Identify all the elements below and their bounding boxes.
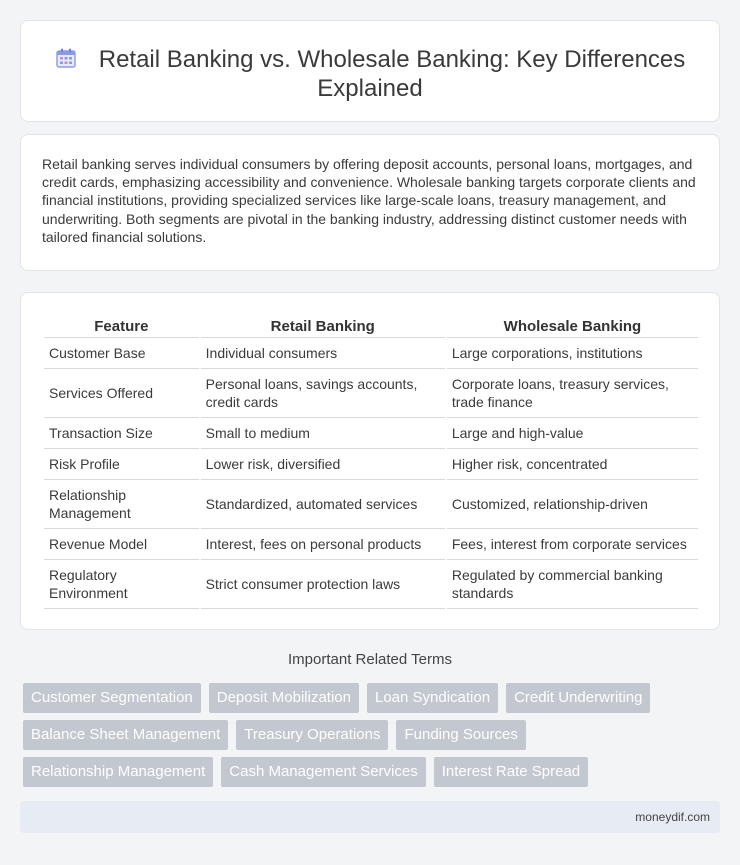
table-row <box>44 480 698 529</box>
title-line-2: Explained <box>317 75 423 102</box>
header-wholesale: Wholesale Banking <box>447 316 698 338</box>
table-row <box>44 369 698 418</box>
footer-site-link[interactable]: moneydif.com <box>635 810 710 824</box>
term-tag[interactable]: Credit Underwriting <box>506 683 650 713</box>
term-tag[interactable]: Relationship Management <box>23 757 213 787</box>
retail-cell: Standardized, automated services <box>201 480 445 529</box>
feature-cell: Services Offered <box>44 369 199 418</box>
title-line-1: Retail Banking vs. Wholesale Banking: Key Differences <box>98 46 686 73</box>
comparison-table <box>42 316 700 609</box>
wholesale-cell: Large corporations, institutions <box>447 338 698 369</box>
term-tag[interactable]: Loan Syndication <box>367 683 498 713</box>
wholesale-cell: Fees, interest from corporate services <box>447 529 698 560</box>
feature-cell: Relationship Management <box>44 480 199 529</box>
page-title <box>21 45 719 103</box>
related-terms-heading: Important Related Terms <box>288 651 452 668</box>
table-row <box>44 449 698 480</box>
feature-cell: Customer Base <box>44 338 199 369</box>
wholesale-cell: Large and high-value <box>447 418 698 449</box>
intro-paragraph: Retail banking serves individual consumers by offering deposit accounts, personal loans, mortgages, and credit cards, emphasizing accessibility and convenience. Wholesale banking targets corporate clients and financial institutions, providing specialized services like large-scale loans, treasury management, and underwriting. Both segments are pivotal in the banking industry, addressing distinct customer needs with tailored financial solutions. <box>42 156 696 245</box>
term-tag[interactable]: Balance Sheet Management <box>23 720 228 750</box>
feature-cell: Regulatory Environment <box>44 560 199 609</box>
header-retail: Retail Banking <box>201 316 445 338</box>
term-tag[interactable]: Cash Management Services <box>221 757 425 787</box>
wholesale-cell: Corporate loans, treasury services, trade finance <box>447 369 698 418</box>
header-feature: Feature <box>44 316 199 338</box>
term-tag[interactable]: Customer Segmentation <box>23 683 201 713</box>
retail-cell: Individual consumers <box>201 338 445 369</box>
feature-cell: Revenue Model <box>44 529 199 560</box>
title-card <box>20 20 720 122</box>
table-row <box>44 529 698 560</box>
wholesale-cell: Customized, relationship-driven <box>447 480 698 529</box>
retail-cell: Personal loans, savings accounts, credit cards <box>201 369 445 418</box>
table-row <box>44 418 698 449</box>
table-row <box>44 560 698 609</box>
wholesale-cell: Regulated by commercial banking standards <box>447 560 698 609</box>
calendar-icon <box>55 47 77 69</box>
term-tag[interactable]: Deposit Mobilization <box>209 683 359 713</box>
term-tag[interactable]: Treasury Operations <box>236 720 388 750</box>
comparison-card <box>20 292 720 630</box>
term-tag[interactable]: Interest Rate Spread <box>434 757 588 787</box>
table-header-row <box>44 316 698 338</box>
related-terms-list <box>23 683 703 794</box>
retail-cell: Small to medium <box>201 418 445 449</box>
retail-cell: Lower risk, diversified <box>201 449 445 480</box>
term-tag[interactable]: Funding Sources <box>396 720 525 750</box>
table-row <box>44 338 698 369</box>
wholesale-cell: Higher risk, concentrated <box>447 449 698 480</box>
feature-cell: Transaction Size <box>44 418 199 449</box>
intro-card <box>20 134 720 271</box>
retail-cell: Strict consumer protection laws <box>201 560 445 609</box>
footer-bar <box>20 801 720 833</box>
feature-cell: Risk Profile <box>44 449 199 480</box>
retail-cell: Interest, fees on personal products <box>201 529 445 560</box>
